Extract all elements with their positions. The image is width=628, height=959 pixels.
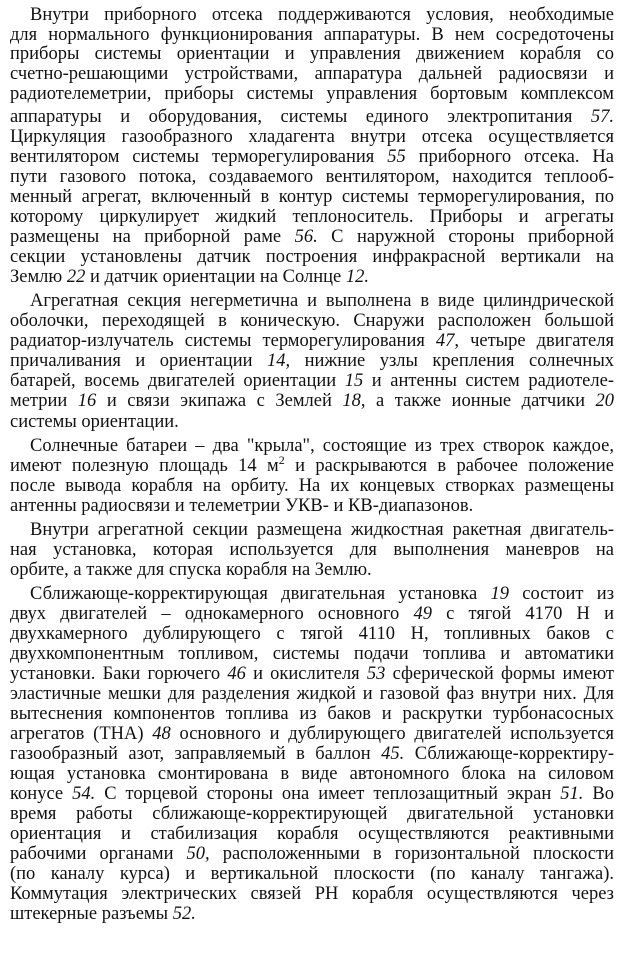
text-run: метрии [10, 391, 78, 411]
text-run: размещены на приборной раме [10, 227, 295, 247]
text-line [10, 310, 614, 332]
figure-reference: 22 [66, 267, 86, 287]
text-run: радиатор-излучатель системы терморегулирования [10, 331, 436, 351]
text-run: антенны радиосвязи и телеметрии УКВ- и КВ-диапазонов. [10, 496, 474, 516]
text-run: Коммутация электрических связей РН корабля осуществляются через [10, 884, 614, 904]
text-run: Землю [10, 267, 67, 287]
text-run: , четыре двигателя [454, 331, 614, 351]
text-line [10, 475, 614, 497]
text-run: эластичные мешки для разделения жидкой и газовой фаз внутри них. Для [10, 684, 614, 704]
figure-reference: 47 [435, 331, 455, 351]
figure-reference: 16 [77, 391, 97, 411]
text-line [10, 863, 614, 885]
text-line [10, 226, 614, 248]
text-run: приборного отсека. На [405, 147, 614, 167]
figure-reference: 45. [381, 744, 405, 764]
text-run: , нижние узлы крепления солнечных [285, 351, 614, 371]
figure-reference: 20 [595, 391, 614, 411]
text-line [10, 559, 614, 581]
text-run: менный агрегат, включенный в контур системы терморегулирования, по [10, 187, 614, 207]
text-line [30, 4, 614, 26]
text-run: счетно-решающими устройствами, аппаратура дальней радиосвязи и [10, 64, 614, 84]
text-line [30, 519, 614, 541]
text-run: двухкамерного дублирующего с тягой 4110 Н, топливных баков с [10, 624, 614, 644]
figure-reference: 52. [172, 904, 196, 924]
text-line [10, 43, 614, 65]
figure-reference: 48 [152, 724, 171, 744]
text-run: С торцевой стороны она имеет теплозащитный экран [95, 784, 561, 804]
text-line [10, 370, 614, 392]
text-run: расположенными в горизонтальной плоскости [209, 844, 614, 864]
text-line [10, 330, 614, 352]
text-line [10, 266, 614, 288]
text-line [10, 63, 614, 85]
text-run: которому циркулирует жидкий теплоноситель. Приборы и агрегаты [10, 207, 614, 227]
text-run: агрегатов (ТНА) [10, 724, 153, 744]
text-line [10, 390, 614, 412]
text-run: ориентация и стабилизация корабля осуществляются реактивными [10, 824, 614, 844]
text-run: ющая установка смонтирована в виде автономного блока на силовом [10, 764, 614, 784]
text-line [10, 146, 614, 168]
text-run: орбите, а также для спуска корабля на Землю. [10, 560, 372, 580]
figure-reference: 55 [387, 147, 406, 167]
text-run: батарей, восемь двигателей ориентации [10, 371, 345, 391]
text-run: причаливания и ориентации [10, 351, 267, 371]
text-run: системы ориентации. [10, 412, 179, 432]
text-run: , а также ионные датчики [360, 391, 596, 411]
figure-reference: 57. [590, 107, 614, 127]
figure-reference: 12. [345, 267, 370, 287]
text-run: после вывода корабля на орбиту. На их концевых створках размещены [10, 476, 614, 496]
figure-reference: 54. [72, 784, 96, 804]
text-run: и окислителя [245, 664, 367, 684]
figure-reference: 56. [294, 227, 318, 247]
text-line [10, 495, 614, 517]
text-line [10, 455, 614, 477]
figure-reference: 18 [342, 391, 361, 411]
text-run: Сближающе-корректирующая двигательная установка [30, 584, 491, 604]
text-line [10, 703, 614, 725]
text-run: Солнечные батареи – два "крыла", состоящие из трех створок каждое, [30, 436, 614, 456]
text-run: штекерные разъемы [10, 904, 173, 924]
figure-reference: 19 [490, 584, 509, 604]
text-line [10, 683, 614, 705]
text-run: и раскрываются в рабочее положение [284, 456, 614, 476]
text-run: пути газового потока, создаваемого вентилятором, находится теплооб- [10, 167, 614, 187]
text-run: (по каналу курса) и вертикальной плоскости (по каналу тангажа). [10, 864, 614, 884]
text-run: Циркуляция газообразного хладагента внутри отсека осуществляется [10, 127, 614, 147]
figure-reference: 49 [413, 604, 432, 624]
text-run: с тягой 4170 Н и [431, 604, 614, 624]
figure-reference: 50, [186, 844, 210, 864]
text-run: сферической формы имеют [385, 664, 614, 684]
text-run: время работы сближающе-корректирующей двигательной установки [10, 804, 614, 824]
text-line [10, 83, 614, 105]
text-line [10, 603, 614, 625]
text-run: С наружной стороны приборной [317, 227, 614, 247]
text-line [10, 743, 614, 765]
text-run: двухкомпонентным топливом, системы подачи топлива и автоматики [10, 644, 614, 664]
text-run: рабочими органами [10, 844, 187, 864]
text-line [10, 106, 614, 128]
text-line [10, 411, 614, 433]
text-run: Внутри агрегатной секции размещена жидкостная ракетная двигатель- [30, 520, 614, 540]
text-run: и датчик ориентации на Солнце [85, 267, 346, 287]
text-run: основного и дублирующего двигателей используется [170, 724, 614, 744]
text-line [10, 623, 614, 645]
text-run: оболочки, переходящей в коническую. Снаружи расположен большой [10, 311, 614, 331]
text-run: Внутри приборного отсека поддерживаются условия, необходимые [30, 5, 614, 25]
text-line [10, 783, 614, 805]
text-line [10, 723, 614, 745]
text-line [10, 843, 614, 865]
text-run: и антенны систем радиотеле- [363, 371, 614, 391]
text-line [10, 539, 614, 561]
text-line [10, 643, 614, 665]
text-line [10, 126, 614, 148]
text-run: аппаратуры и оборудования, системы единого электропитания [10, 107, 591, 127]
text-line [10, 903, 614, 925]
text-line [10, 763, 614, 785]
text-run: секции установлены датчик построения инфракрасной вертикали на [10, 247, 614, 267]
text-run: имеют полезную площадь 14 м [10, 456, 279, 476]
figure-reference: 51. [560, 784, 584, 804]
text-run: состоит из [509, 584, 614, 604]
text-run: для нормального функционирования аппаратуры. В нем сосредоточены [10, 25, 614, 45]
text-line [10, 166, 614, 188]
text-run: установки. Баки горючего [10, 664, 228, 684]
figure-reference: 15 [344, 371, 364, 391]
text-line [10, 663, 614, 685]
text-line [10, 186, 614, 208]
text-run: и связи экипажа с Землей [96, 391, 343, 411]
text-run: Во [583, 784, 614, 804]
text-line [10, 883, 614, 905]
text-line [30, 290, 614, 312]
text-run: приборы системы ориентации и управления движением корабля со [10, 44, 614, 64]
text-line [10, 803, 614, 825]
figure-reference: 53 [366, 664, 386, 684]
text-line [30, 583, 614, 605]
text-line [30, 435, 614, 457]
text-run: радиотелеметрии, приборы системы управления бортовым комплексом [10, 84, 614, 104]
text-line [10, 823, 614, 845]
text-run: Агрегатная секция негерметична и выполнена в виде цилиндрической [30, 291, 614, 311]
figure-reference: 14 [267, 351, 286, 371]
text-line [10, 246, 614, 268]
text-run: вытеснения компонентов топлива из баков и раскрутки турбонасосных [10, 704, 614, 724]
text-run: газообразный азот, заправляемый в баллон [10, 744, 382, 764]
text-line [10, 350, 614, 372]
text-line [10, 206, 614, 228]
text-run: двух двигателей – однокамерного основного [10, 604, 414, 624]
text-run: вентилятором системы терморегулирования [10, 147, 388, 167]
superscript: 2 [278, 455, 285, 467]
text-run: ная установка, которая используется для выполнения маневров на [10, 540, 614, 560]
text-run: Сближающе-корректиру- [404, 744, 614, 764]
figure-reference: 46 [227, 664, 246, 684]
text-run: конусе [10, 784, 73, 804]
